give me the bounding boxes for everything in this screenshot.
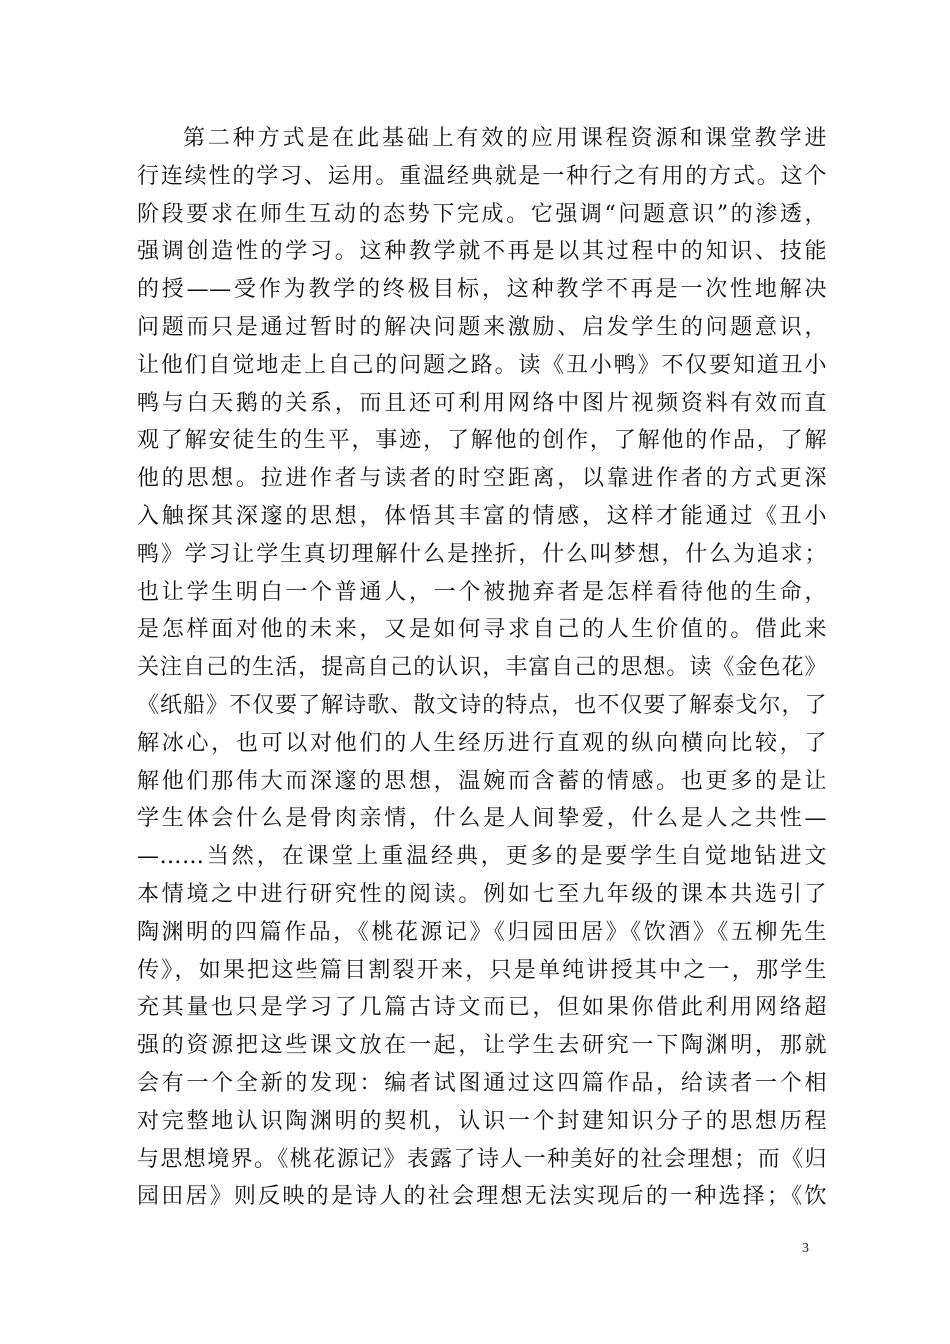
text-line: —……当然，在课堂上重温经典，更多的是要学生自觉地钻进文 [137, 844, 827, 870]
text-line: 鸭》学习让学生真切理解什么是挫折，什么叫梦想，什么为追求； [137, 541, 827, 567]
text-line: 行连续性的学习、运用。重温经典就是一种行之有用的方式。这个 [137, 163, 827, 189]
text-line: 《纸船》不仅要了解诗歌、散文诗的特点，也不仅要了解泰戈尔，了 [137, 692, 827, 718]
text-line: 强的资源把这些课文放在一起，让学生去研究一下陶渊明，那就 [137, 1033, 827, 1059]
text-line: 会有一个全新的发现：编者试图通过这四篇作品，给读者一个相 [137, 1070, 827, 1096]
text-line: 问题而只是通过暂时的解决问题来激励、启发学生的问题意识， [137, 314, 827, 340]
text-line: 学生体会什么是骨肉亲情，什么是人间挚爱，什么是人之共性— [137, 806, 827, 832]
text-line: 传》，如果把这些篇目割裂开来，只是单纯讲授其中之一，那学生 [137, 957, 827, 983]
text-line: 入触探其深邃的思想，体悟其丰富的情感，这样才能通过《丑小 [137, 503, 827, 529]
text-line: 也让学生明白一个普通人，一个被抛弃者是怎样看待他的生命， [137, 579, 827, 605]
text-line: 与思想境界。《桃花源记》表露了诗人一种美好的社会理想；而《归 [137, 1146, 827, 1172]
text-line: 他的思想。拉进作者与读者的时空距离，以靠进作者的方式更深 [137, 466, 827, 492]
text-line: 强调创造性的学习。这种教学就不再是以其过程中的知识、技能 [137, 239, 827, 265]
text-line: 的授——受作为教学的终极目标，这种教学不再是一次性地解决 [137, 277, 827, 303]
text-line: 第二种方式是在此基础上有效的应用课程资源和课堂教学进 [183, 126, 827, 151]
text-line: 解冰心，也可以对他们的人生经历进行直观的纵向横向比较，了 [137, 730, 827, 756]
text-line: 对完整地认识陶渊明的契机，认识一个封建知识分子的思想历程 [137, 1108, 827, 1134]
text-line: 让他们自觉地走上自己的问题之路。读《丑小鸭》不仅要知道丑小 [137, 352, 827, 378]
body-paragraph [137, 120, 827, 1216]
text-line: 观了解安徒生的生平，事迹，了解他的创作，了解他的作品，了解 [137, 428, 827, 454]
text-line: 园田居》则反映的是诗人的社会理想无法实现后的一种选择；《饮 [137, 1184, 827, 1210]
text-line: 陶渊明的四篇作品，《桃花源记》《归园田居》《饮酒》《五柳先生 [137, 919, 827, 945]
text-line: 充其量也只是学习了几篇古诗文而已，但如果你借此利用网络超 [137, 995, 827, 1021]
text-line: 鸭与白天鹅的关系，而且还可利用网络中图片视频资料有效而直 [137, 390, 827, 416]
text-line: 阶段要求在师生互动的态势下完成。它强调“问题意识”的渗透， [137, 201, 827, 227]
page-number: 3 [802, 1241, 809, 1256]
text-line: 解他们那伟大而深邃的思想，温婉而含蓄的情感。也更多的是让 [137, 768, 827, 794]
text-line: 关注自己的生活，提高自己的认识，丰富自己的思想。读《金色花》 [137, 655, 827, 681]
text-line: 是怎样面对他的未来，又是如何寻求自己的人生价值的。借此来 [137, 617, 827, 643]
text-line: 本情境之中进行研究性的阅读。例如七至九年级的课本共选引了 [137, 881, 827, 907]
